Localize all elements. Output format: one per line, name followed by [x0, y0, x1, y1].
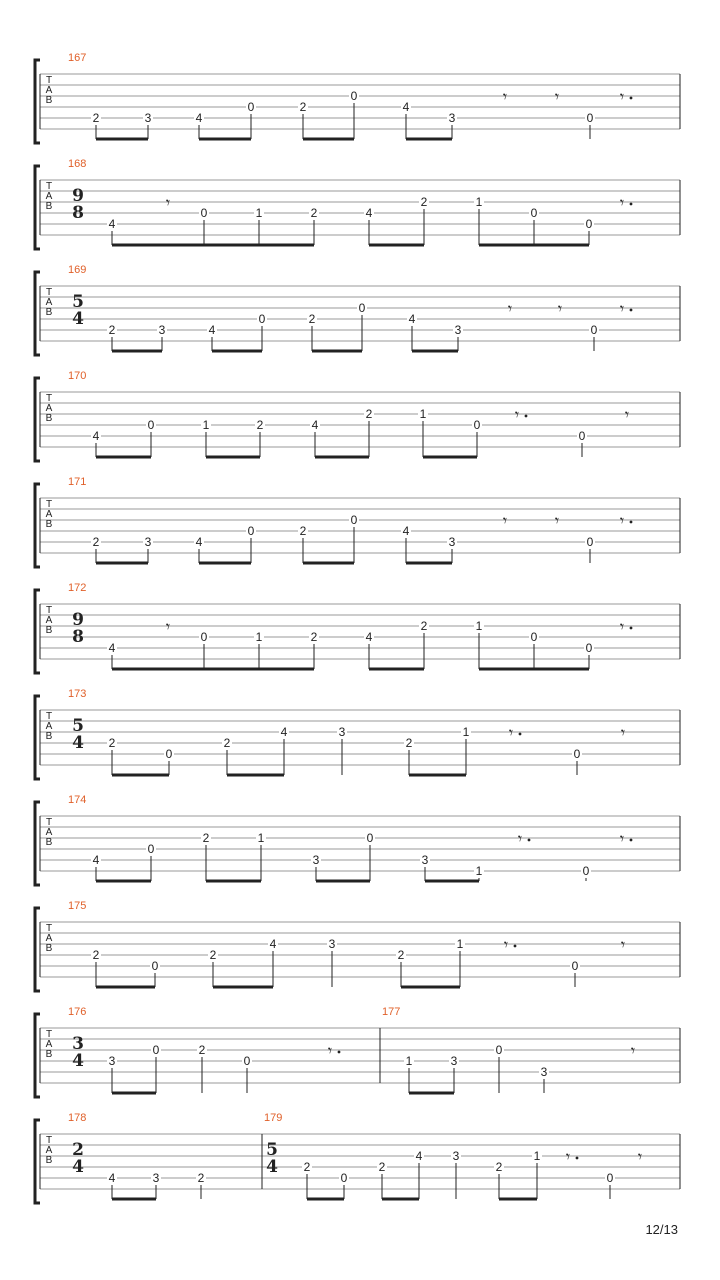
time-signature-bottom: 4 — [72, 733, 84, 753]
fret-number: 0 — [358, 301, 366, 315]
dotted-sixteenth-rest-glyph: 𝄾 — [619, 299, 625, 318]
fret-number: 4 — [195, 111, 203, 125]
fret-number: 0 — [578, 429, 586, 443]
dotted-sixteenth-rest-glyph: 𝄾 — [619, 193, 625, 212]
fret-number: 4 — [108, 1171, 116, 1185]
fret-number: 0 — [243, 1054, 251, 1068]
fret-number: 1 — [255, 630, 263, 644]
tab-clef-letter: T — [45, 499, 53, 510]
fret-number: 4 — [108, 641, 116, 655]
thirty-second-rest-glyph: 𝄾 — [165, 193, 171, 212]
fret-number: 3 — [448, 111, 456, 125]
fret-number: 0 — [147, 418, 155, 432]
fret-number: 2 — [197, 1171, 205, 1185]
fret-number: 0 — [258, 312, 266, 326]
tab-clef-letter: B — [45, 201, 53, 212]
fret-number: 3 — [158, 323, 166, 337]
rest-dot — [630, 627, 633, 630]
fret-number: 2 — [420, 195, 428, 209]
tab-clef-letter: A — [45, 827, 53, 838]
rest-dot — [630, 97, 633, 100]
rest-dot — [525, 415, 528, 418]
fret-number: 4 — [108, 217, 116, 231]
time-signature-top: 5 — [72, 716, 84, 736]
fret-number: 0 — [590, 323, 598, 337]
fret-number: 4 — [280, 725, 288, 739]
tab-clef-letter: T — [45, 181, 53, 192]
measure-number: 168 — [68, 158, 87, 170]
fret-number: 0 — [495, 1043, 503, 1057]
tab-clef-letter: B — [45, 1155, 53, 1166]
fret-number: 4 — [195, 535, 203, 549]
fret-number: 2 — [223, 736, 231, 750]
thirty-second-rest-glyph: 𝄾 — [557, 299, 563, 318]
fret-number: 2 — [92, 535, 100, 549]
time-signature-top: 9 — [72, 610, 84, 630]
thirty-second-rest-glyph: 𝄾 — [554, 87, 560, 106]
fret-number: 0 — [366, 831, 374, 845]
tab-clef-letter: A — [45, 1039, 53, 1050]
fret-number: 0 — [606, 1171, 614, 1185]
fret-number: 0 — [247, 100, 255, 114]
tab-clef-letter: B — [45, 413, 53, 424]
dotted-sixteenth-rest-glyph: 𝄾 — [503, 935, 509, 954]
fret-number: 1 — [255, 206, 263, 220]
dotted-sixteenth-rest-glyph: 𝄾 — [619, 87, 625, 106]
fret-number: 4 — [208, 323, 216, 337]
tab-clef-letter: T — [45, 1029, 53, 1040]
dotted-sixteenth-rest-glyph: 𝄾 — [565, 1147, 571, 1166]
fret-number: 4 — [408, 312, 416, 326]
fret-number: 0 — [340, 1171, 348, 1185]
tab-clef-letter: B — [45, 625, 53, 636]
fret-number: 1 — [405, 1054, 413, 1068]
time-signature-bottom: 4 — [72, 1051, 84, 1071]
thirty-second-rest-glyph: 𝄾 — [554, 511, 560, 530]
tab-clef-letter: B — [45, 95, 53, 106]
fret-number: 2 — [365, 407, 373, 421]
eighth-rest-glyph: 𝄾 — [502, 87, 508, 106]
tab-clef-letter: B — [45, 837, 53, 848]
fret-number: 4 — [311, 418, 319, 432]
rest-dot — [528, 839, 531, 842]
fret-number: 1 — [475, 195, 483, 209]
system-bracket — [35, 802, 40, 885]
dotted-sixteenth-rest-glyph: 𝄾 — [619, 511, 625, 530]
fret-number: 4 — [365, 206, 373, 220]
fret-number: 1 — [419, 407, 427, 421]
fret-number: 0 — [350, 513, 358, 527]
fret-number: 3 — [312, 853, 320, 867]
tab-clef-letter: T — [45, 817, 53, 828]
fret-number: 2 — [209, 948, 217, 962]
tab-clef-letter: A — [45, 509, 53, 520]
measure-number: 173 — [68, 688, 87, 700]
fret-number: 4 — [365, 630, 373, 644]
eighth-rest-glyph: 𝄾 — [502, 511, 508, 530]
fret-number: 4 — [415, 1149, 423, 1163]
fret-number: 0 — [530, 630, 538, 644]
fret-number: 2 — [303, 1160, 311, 1174]
fret-number: 1 — [202, 418, 210, 432]
measure-number: 176 — [68, 1006, 87, 1018]
fret-number: 2 — [378, 1160, 386, 1174]
fret-number: 1 — [257, 831, 265, 845]
fret-number: 1 — [462, 725, 470, 739]
tab-clef-letter: A — [45, 721, 53, 732]
system-bracket — [35, 272, 40, 355]
measure-number: 174 — [68, 794, 87, 806]
tab-clef-letter: B — [45, 1049, 53, 1060]
measure-number: 179 — [264, 1112, 283, 1124]
tab-clef-letter: T — [45, 923, 53, 934]
system-bracket — [35, 590, 40, 673]
fret-number: 3 — [454, 323, 462, 337]
fret-number: 0 — [200, 206, 208, 220]
sixteenth-rest-glyph: 𝄾 — [630, 1041, 636, 1060]
measure-number: 171 — [68, 476, 87, 488]
fret-number: 1 — [456, 937, 464, 951]
fret-number: 3 — [452, 1149, 460, 1163]
rest-dot — [338, 1051, 341, 1054]
fret-number: 0 — [200, 630, 208, 644]
rest-dot — [630, 203, 633, 206]
time-signature-top: 9 — [72, 186, 84, 206]
fret-number: 3 — [448, 535, 456, 549]
fret-number: 2 — [299, 100, 307, 114]
rest-dot — [630, 839, 633, 842]
fret-number: 4 — [402, 100, 410, 114]
rest-dot — [630, 521, 633, 524]
fret-number: 0 — [530, 206, 538, 220]
fret-number: 0 — [571, 959, 579, 973]
fret-number: 3 — [450, 1054, 458, 1068]
sixteenth-rest-glyph: 𝄾 — [624, 405, 630, 424]
system-bracket — [35, 378, 40, 461]
tab-clef-letter: A — [45, 191, 53, 202]
system-bracket — [35, 166, 40, 249]
dotted-sixteenth-rest-glyph: 𝄾 — [508, 723, 514, 742]
time-signature-bottom: 8 — [72, 203, 84, 223]
fret-number: 3 — [152, 1171, 160, 1185]
fret-number: 2 — [495, 1160, 503, 1174]
fret-number: 3 — [421, 853, 429, 867]
fret-number: 2 — [202, 831, 210, 845]
fret-number: 2 — [92, 111, 100, 125]
fret-number: 2 — [92, 948, 100, 962]
tab-clef-letter: B — [45, 943, 53, 954]
tab-clef-letter: A — [45, 85, 53, 96]
sixteenth-rest-glyph: 𝄾 — [620, 723, 626, 742]
fret-number: 0 — [582, 864, 590, 878]
fret-number: 2 — [405, 736, 413, 750]
fret-number: 3 — [338, 725, 346, 739]
fret-number: 0 — [151, 959, 159, 973]
time-signature-bottom: 4 — [72, 1157, 84, 1177]
system-bracket — [35, 1014, 40, 1097]
rest-dot — [576, 1157, 579, 1160]
tab-clef-letter: B — [45, 731, 53, 742]
fret-number: 0 — [147, 842, 155, 856]
tab-clef-letter: A — [45, 615, 53, 626]
tab-clef-letter: T — [45, 1135, 53, 1146]
eighth-rest-glyph: 𝄾 — [507, 299, 513, 318]
tab-clef-letter: T — [45, 393, 53, 404]
fret-number: 3 — [108, 1054, 116, 1068]
tab-clef-letter: A — [45, 403, 53, 414]
fret-number: 2 — [310, 206, 318, 220]
tab-clef-letter: T — [45, 605, 53, 616]
system-bracket — [35, 60, 40, 143]
fret-number: 2 — [299, 524, 307, 538]
fret-number: 2 — [108, 736, 116, 750]
measure-number: 167 — [68, 52, 87, 64]
fret-number: 0 — [152, 1043, 160, 1057]
fret-number: 0 — [585, 217, 593, 231]
measure-number: 172 — [68, 582, 87, 594]
tab-clef-letter: B — [45, 519, 53, 530]
dotted-sixteenth-rest-glyph: 𝄾 — [514, 405, 520, 424]
system-bracket — [35, 696, 40, 779]
fret-number: 2 — [256, 418, 264, 432]
fret-number: 3 — [144, 535, 152, 549]
measure-number: 178 — [68, 1112, 87, 1124]
rest-dot — [514, 945, 517, 948]
time-signature-bottom: 4 — [266, 1157, 278, 1177]
measure-number: 177 — [382, 1006, 401, 1018]
fret-number: 2 — [108, 323, 116, 337]
fret-number: 0 — [586, 111, 594, 125]
time-signature-top: 5 — [72, 292, 84, 312]
fret-number: 2 — [420, 619, 428, 633]
fret-number: 0 — [165, 747, 173, 761]
fret-number: 2 — [397, 948, 405, 962]
fret-number: 0 — [573, 747, 581, 761]
fret-number: 0 — [586, 535, 594, 549]
fret-number: 2 — [310, 630, 318, 644]
fret-number: 3 — [328, 937, 336, 951]
fret-number: 2 — [198, 1043, 206, 1057]
fret-number: 4 — [92, 853, 100, 867]
fret-number: 1 — [475, 619, 483, 633]
tab-clef-letter: B — [45, 307, 53, 318]
fret-number: 0 — [473, 418, 481, 432]
dotted-sixteenth-rest-glyph: 𝄾 — [619, 617, 625, 636]
fret-number: 4 — [92, 429, 100, 443]
system-bracket — [35, 1120, 40, 1203]
tab-clef-letter: A — [45, 297, 53, 308]
dotted-sixteenth-rest-glyph: 𝄾 — [619, 829, 625, 848]
fret-number: 1 — [475, 864, 483, 878]
fret-number: 1 — [533, 1149, 541, 1163]
measure-number: 170 — [68, 370, 87, 382]
sixteenth-rest-glyph: 𝄾 — [637, 1147, 643, 1166]
time-signature-bottom: 4 — [72, 309, 84, 329]
time-signature-top: 2 — [72, 1140, 84, 1160]
sixteenth-rest-glyph: 𝄾 — [620, 935, 626, 954]
system-bracket — [35, 908, 40, 991]
measure-number: 175 — [68, 900, 87, 912]
tab-clef-letter: A — [45, 1145, 53, 1156]
fret-number: 0 — [350, 89, 358, 103]
fret-number: 0 — [247, 524, 255, 538]
dotted-sixteenth-rest-glyph: 𝄾 — [327, 1041, 333, 1060]
time-signature-top: 3 — [72, 1034, 84, 1054]
page-number: 12/13 — [645, 1222, 678, 1237]
system-bracket — [35, 484, 40, 567]
time-signature-bottom: 8 — [72, 627, 84, 647]
fret-number: 3 — [540, 1065, 548, 1079]
fret-number: 0 — [585, 641, 593, 655]
fret-number: 3 — [144, 111, 152, 125]
fret-number: 4 — [402, 524, 410, 538]
fret-number: 4 — [269, 937, 277, 951]
tab-clef-letter: T — [45, 711, 53, 722]
thirty-second-rest-glyph: 𝄾 — [165, 617, 171, 636]
time-signature-top: 5 — [266, 1140, 278, 1160]
measure-number: 169 — [68, 264, 87, 276]
dotted-sixteenth-rest-glyph: 𝄾 — [517, 829, 523, 848]
tab-clef-letter: A — [45, 933, 53, 944]
fret-number: 2 — [308, 312, 316, 326]
tab-clef-letter: T — [45, 75, 53, 86]
rest-dot — [630, 309, 633, 312]
rest-dot — [519, 733, 522, 736]
tab-clef-letter: T — [45, 287, 53, 298]
